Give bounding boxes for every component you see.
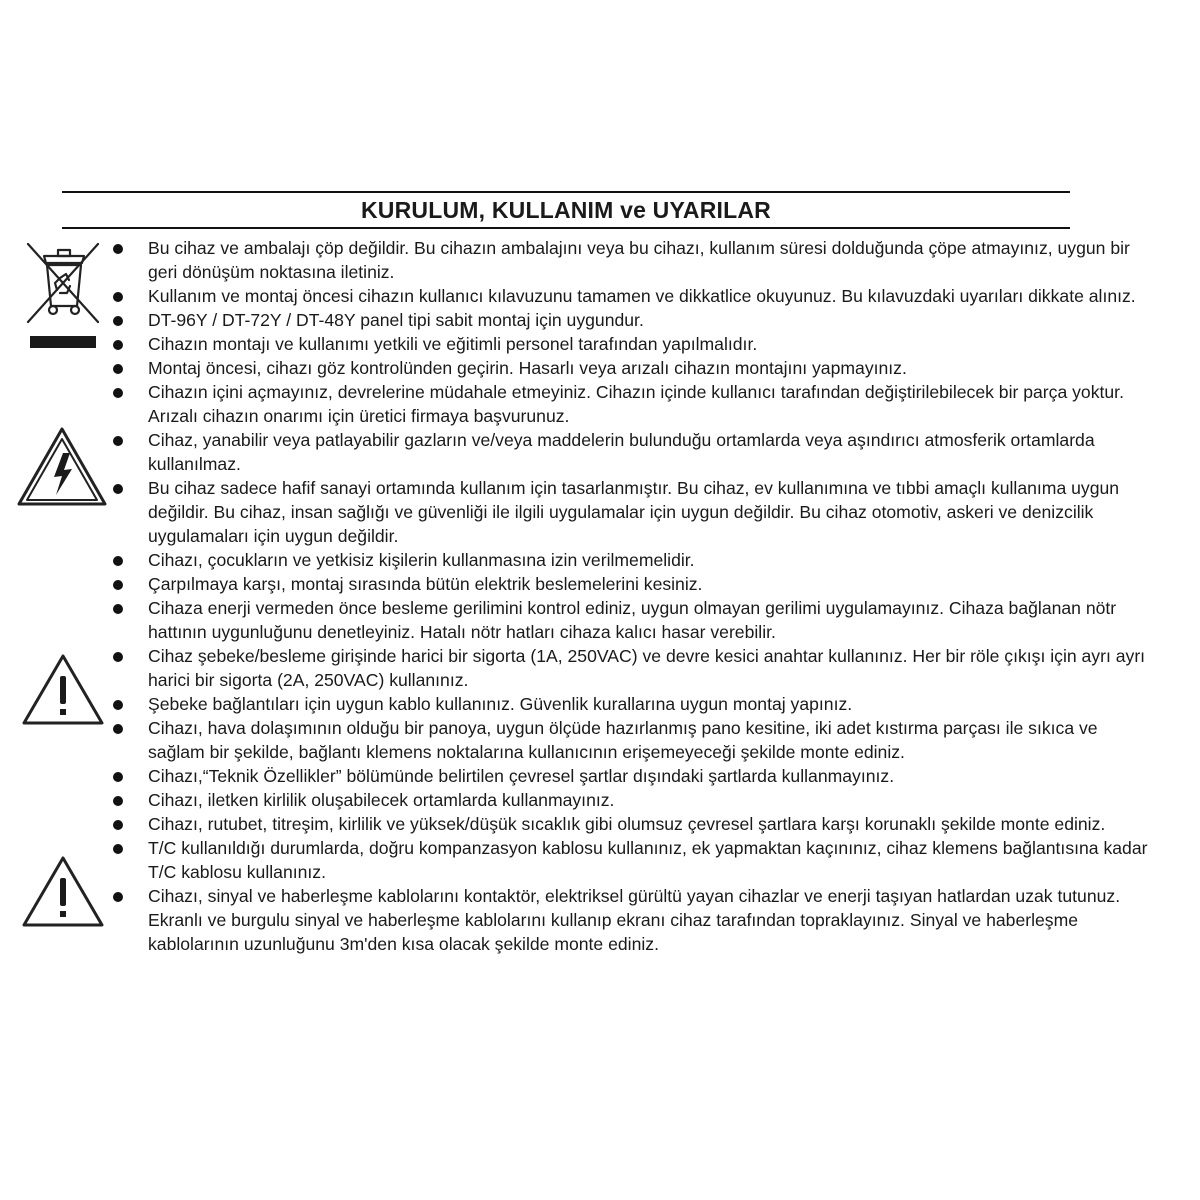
list-item: [148, 788, 1158, 812]
list-item: [148, 356, 1158, 380]
bullet-dot: [113, 844, 123, 854]
bullet-dot: [113, 292, 123, 302]
list-item: [148, 692, 1158, 716]
bullet-dot: [113, 892, 123, 902]
list-item-text: Cihazı, sinyal ve haberleşme kablolarını kontaktör, elektriksel gürültü yayan cihazlar ve enerji taşıyan hatlardan uzak tutunuz. Ekranlı ve burgulu sinyal ve haberleşme kablolarını kullanıp ekranı cihaz tarafından topraklayınız. Sinyal ve haberleşme kablolarının uzunluğunu 3m'den kısa olacak şekilde monte ediniz.: [148, 886, 1121, 954]
bullet-dot: [113, 340, 123, 350]
list-item: [148, 812, 1158, 836]
section-title: KURULUM, KULLANIM ve UYARILAR: [360, 197, 771, 223]
bullet-dot: [113, 316, 123, 326]
bullet-dot: [113, 436, 123, 446]
caution-triangle-icon-2: [20, 854, 106, 928]
list-item-text: Cihazı,“Teknik Özellikler” bölümünde belirtilen çevresel şartlar dışındaki şartlarda kullanmayınız.: [148, 766, 895, 786]
bullet-dot: [113, 484, 123, 494]
list-item: [148, 884, 1158, 956]
list-item-text: Şebeke bağlantıları için uygun kablo kullanınız. Güvenlik kurallarına uygun montaj yapınız.: [148, 694, 853, 714]
list-item: [148, 836, 1158, 884]
list-item-text: T/C kullanıldığı durumlarda, doğru kompanzasyon kablosu kullanınız, ek yapmaktan kaçınınız, cihaz klemens bağlantısına kadar T/C kablosu kullanınız.: [148, 838, 1148, 882]
list-item: [148, 596, 1158, 644]
list-item: [148, 284, 1158, 308]
electrical-hazard-icon: [16, 425, 108, 507]
list-item-text: Cihaza enerji vermeden önce besleme gerilimini kontrol ediniz, uygun olmayan gerilimi uygulamayınız. Cihaza bağlanan nötr hattının uygunluğunu denetleyiniz. Hatalı nötr hatları cihaza kalıcı hasar verebilir.: [148, 598, 1117, 642]
title-top-rule: [62, 191, 1070, 193]
list-item: [148, 428, 1158, 476]
warning-list: [148, 236, 1158, 956]
list-item-text: Cihazın içini açmayınız, devrelerine müdahale etmeyiniz. Cihazın içinde kullanıcı tarafından değiştirilebilecek bir parça yoktur. Arızalı cihazın onarımı için üretici firmaya başvurunuz.: [148, 382, 1124, 426]
bullet-dot: [113, 364, 123, 374]
list-item-text: Bu cihaz sadece hafif sanayi ortamında kullanım için tasarlanmıştır. Bu cihaz, ev kullanımına ve tıbbi amaçlı kullanıma uygun değildir. Bu cihaz, insan sağlığı ve güvenliği ile ilgili uygulamalar için uygun değildir. Bu cihaz otomotiv, askeri ve denizcilik uygulamaları için uygun değildir.: [148, 478, 1120, 546]
bullet-dot: [113, 820, 123, 830]
bullet-dot: [113, 724, 123, 734]
list-item-text: Kullanım ve montaj öncesi cihazın kullanıcı kılavuzunu tamamen ve dikkatlice okuyunuz. Bu kılavuzdaki uyarıları dikkate alınız.: [148, 286, 1136, 306]
bullet-dot: [113, 652, 123, 662]
title-bottom-rule: [62, 227, 1070, 229]
bullet-dot: [113, 244, 123, 254]
list-item-text: Montaj öncesi, cihazı göz kontrolünden geçirin. Hasarlı veya arızalı cihazın montajını yapmayınız.: [148, 358, 907, 378]
list-item-text: Cihazın montajı ve kullanımı yetkili ve eğitimli personel tarafından yapılmalıdır.: [148, 334, 758, 354]
caution-triangle-icon: [20, 652, 106, 726]
bullet-dot: [113, 556, 123, 566]
list-item: [148, 572, 1158, 596]
bullet-dot: [113, 580, 123, 590]
bullet-dot: [113, 388, 123, 398]
crossed-out-wheelie-bin-icon: [22, 238, 104, 350]
list-item: [148, 332, 1158, 356]
list-item-text: DT-96Y / DT-72Y / DT-48Y panel tipi sabit montaj için uygundur.: [148, 310, 644, 330]
bullet-dot: [113, 772, 123, 782]
list-item: [148, 644, 1158, 692]
list-item-text: Cihazı, rutubet, titreşim, kirlilik ve yüksek/düşük sıcaklık gibi olumsuz çevresel şartlara karşı korunaklı şekilde monte ediniz.: [148, 814, 1106, 834]
list-item: [148, 764, 1158, 788]
list-item: [148, 548, 1158, 572]
list-item: [148, 308, 1158, 332]
bullet-dot: [113, 700, 123, 710]
bullet-dot: [113, 604, 123, 614]
list-item-text: Cihaz şebeke/besleme girişinde harici bir sigorta (1A, 250VAC) ve devre kesici anahtar kullanınız. Her bir röle çıkışı için ayrı ayrı harici bir sigorta (2A, 250VAC) kullanınız.: [148, 646, 1146, 690]
bullet-dot: [113, 796, 123, 806]
list-item: [148, 476, 1158, 548]
list-item-text: Cihazı, iletken kirlilik oluşabilecek ortamlarda kullanmayınız.: [148, 790, 615, 810]
list-item: [148, 716, 1158, 764]
list-item-text: Cihaz, yanabilir veya patlayabilir gazların ve/veya maddelerin bulunduğu ortamlarda veya aşındırıcı atmosferik ortamlarda kullanılmaz.: [148, 430, 1095, 474]
list-item-text: Çarpılmaya karşı, montaj sırasında bütün elektrik beslemelerini kesiniz.: [148, 574, 703, 594]
list-item-text: Cihazı, hava dolaşımının olduğu bir panoya, uygun ölçüde hazırlanmış pano kesitine, iki adet kıstırma parçası ile sıkıca ve sağlam bir şekilde, bağlantı klemens noktalarına kullanıcının erişemeyeceği şekilde monte ediniz.: [148, 718, 1098, 762]
list-item-text: Cihazı, çocukların ve yetkisiz kişilerin kullanmasına izin verilmemelidir.: [148, 550, 695, 570]
list-item: [148, 380, 1158, 428]
list-item: [148, 236, 1158, 284]
list-item-text: Bu cihaz ve ambalajı çöp değildir. Bu cihazın ambalajını veya bu cihazı, kullanım süresi dolduğunda çöpe atmayınız, uygun bir geri dönüşüm noktasına iletiniz.: [148, 238, 1130, 282]
